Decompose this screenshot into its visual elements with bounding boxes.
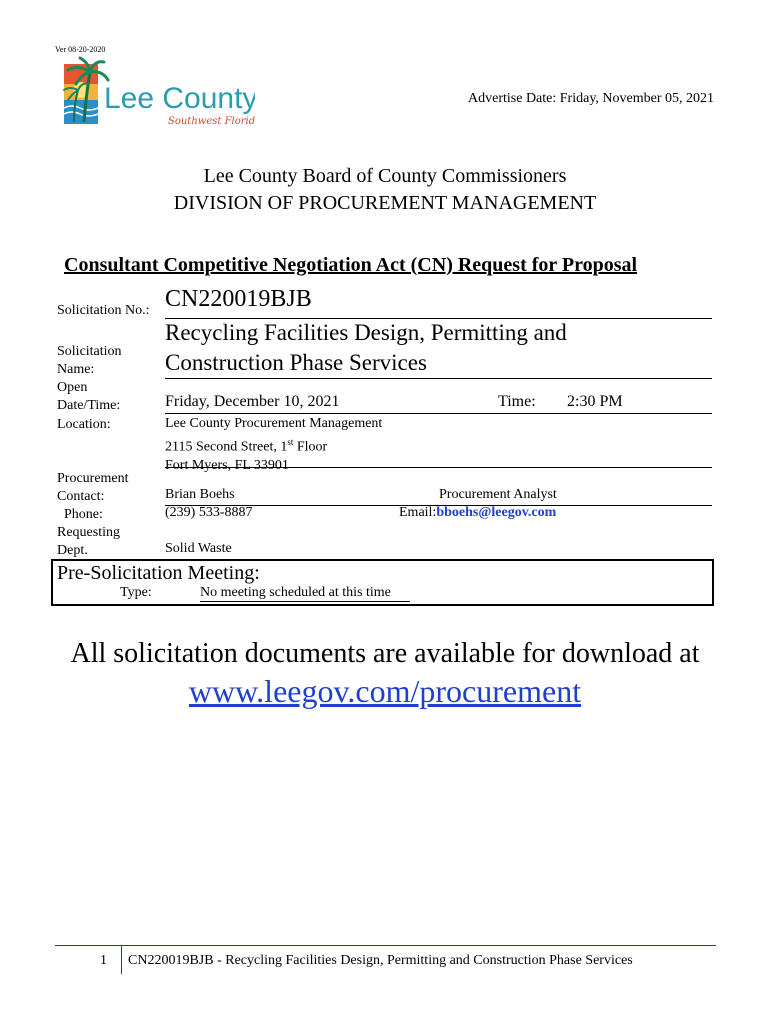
availability-text: All solicitation documents are available for download at	[70, 638, 700, 669]
footer-divider	[55, 945, 716, 946]
solicitation-no-value: CN220019BJB	[165, 286, 712, 319]
pre-solicitation-title: Pre-Solicitation Meeting:	[57, 562, 260, 584]
open-date-row	[165, 393, 712, 414]
email-link[interactable]: bboehs@leegov.com	[436, 505, 557, 520]
contact-row	[165, 487, 712, 506]
footer-text: CN220019BJB - Recycling Facilities Design, Permitting and Construction Phase Services	[128, 953, 633, 968]
meeting-type-value: No meeting scheduled at this time	[200, 585, 410, 602]
open-date-value: Friday, December 10, 2021	[165, 393, 340, 410]
contact-name: Brian Boehs	[165, 487, 235, 502]
phone-row	[165, 505, 712, 523]
phone-value: (239) 533-8887	[165, 505, 253, 520]
division-name: DIVISION OF PROCUREMENT MANAGEMENT	[173, 192, 597, 214]
location-label: Location:	[57, 417, 111, 432]
footer-page-box	[55, 946, 122, 974]
phone-label: Phone:	[64, 507, 103, 522]
page-number: 1	[100, 953, 107, 968]
procurement-link[interactable]: www.leegov.com/procurement	[188, 673, 582, 709]
open-date-label: Open Date/Time:	[57, 380, 121, 413]
solicitation-name-value: Recycling Facilities Design, Permitting and Construction Phase Services	[165, 318, 712, 379]
time-label: Time:	[498, 393, 536, 410]
dept-value: Solid Waste	[165, 541, 232, 556]
solicitation-no-label: Solicitation No.:	[57, 303, 150, 318]
time-value: 2:30 PM	[567, 393, 623, 410]
solicitation-name-label: Solicitation Name:	[57, 344, 122, 377]
procurement-link-row	[0, 673, 770, 710]
contact-title: Procurement Analyst	[439, 487, 557, 502]
email-label: Email:	[399, 505, 437, 520]
org-name: Lee County Board of County Commissioners	[203, 165, 567, 187]
logo-tagline: Southwest Florida	[168, 116, 255, 127]
lee-county-logo	[60, 56, 255, 132]
advertise-date: Advertise Date: Friday, November 05, 2021	[468, 91, 714, 106]
meeting-type-label: Type:	[120, 585, 152, 600]
logo-wordmark: Lee County	[104, 82, 255, 115]
contact-label: Procurement Contact:	[57, 471, 129, 504]
location-value: Lee County Procurement Management 2115 Second Street, 1st Floor Fort Myers, FL 33901	[165, 415, 712, 468]
dept-label: Requesting Dept.	[57, 525, 120, 558]
email-row	[399, 505, 556, 521]
version-label: Ver 08-20-2020	[55, 45, 106, 54]
document-title: Consultant Competitive Negotiation Act (CN) Request for Proposal	[64, 254, 638, 276]
